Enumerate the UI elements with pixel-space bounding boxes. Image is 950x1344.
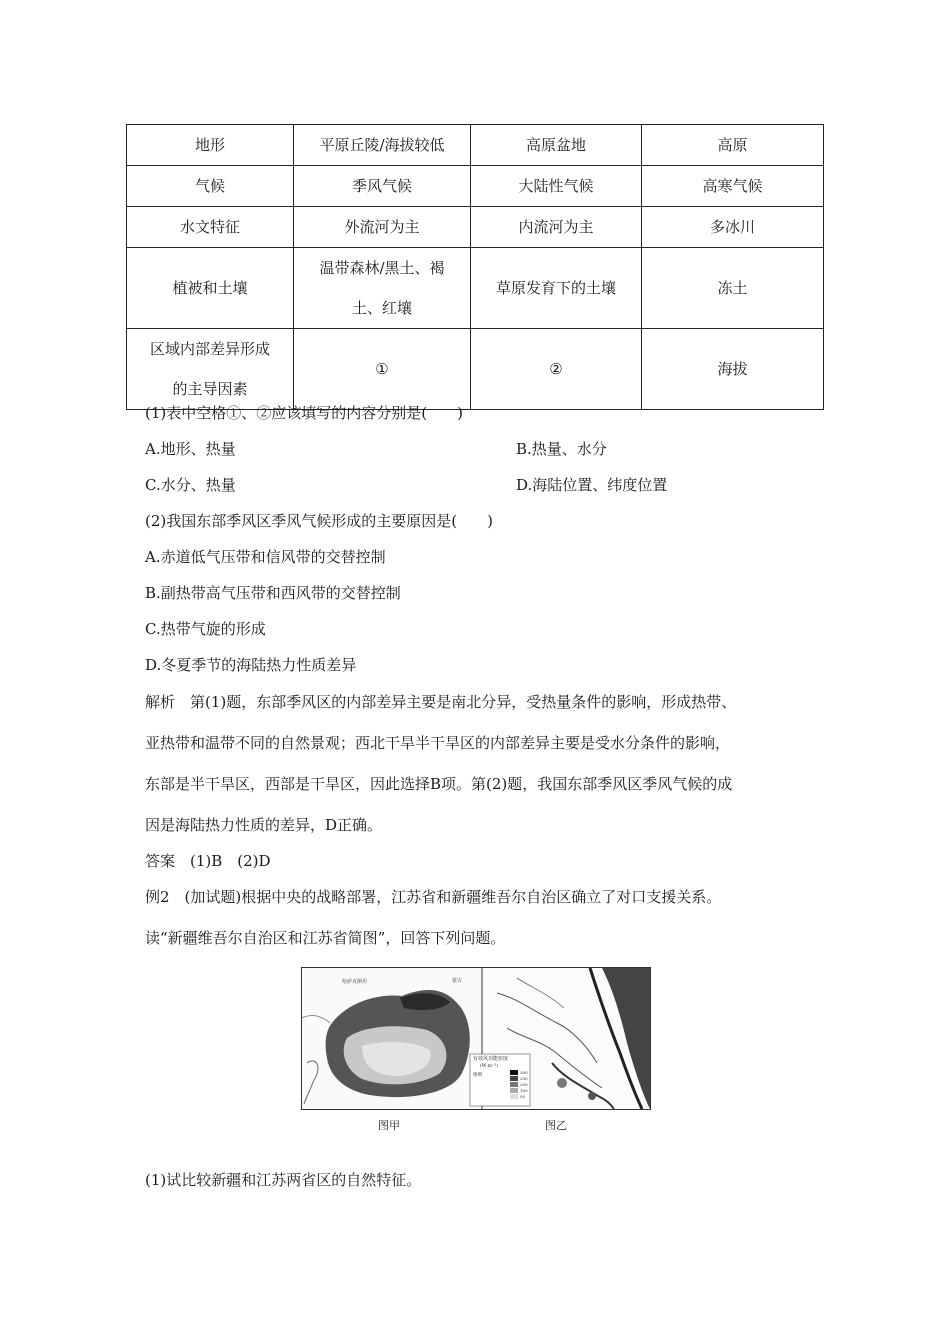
row-label: 气候	[127, 166, 294, 207]
map-label-kazakhstan: 哈萨克斯坦	[342, 979, 368, 985]
legend-value: 50	[520, 1094, 526, 1099]
option-d: D.冬夏季节的海陆热力性质差异	[145, 656, 357, 674]
row-label: 地形	[127, 125, 294, 166]
cell-line: 区域内部差异形成	[149, 340, 270, 358]
analysis-line: 解析 第(1)题，东部季风区的内部差异主要是南北分异，受热量条件的影响，形成热带、	[145, 693, 737, 711]
row-label: 植被和土壤	[127, 248, 294, 329]
table-cell: 季风气候	[294, 166, 471, 207]
map-label-mongolia: 蒙古	[452, 978, 463, 984]
table-cell: ②	[471, 329, 642, 410]
followup-question: (1)试比较新疆和江苏两省区的自然特征。	[145, 1171, 422, 1189]
table-cell: 大陆性气候	[471, 166, 642, 207]
table-row	[127, 207, 824, 248]
table-row	[127, 329, 824, 410]
option-a: A.赤道低气压带和信风带的交替控制	[145, 548, 386, 566]
table-cell	[294, 248, 471, 329]
table-cell: 内流河为主	[471, 207, 642, 248]
legend-value: 100	[520, 1088, 528, 1093]
analysis-line: 亚热带和温带不同的自然景观；西北干旱半干旱区的内部差异主要是受水分条件的影响，	[145, 734, 731, 752]
example-line: 例2 (加试题)根据中央的战略部署，江苏省和新疆维吾尔自治区确立了对口支援关系。	[145, 888, 722, 906]
option-b: B.热量、水分	[516, 440, 607, 458]
table-row	[127, 125, 824, 166]
option-b: B.副热带高气压带和西风带的交替控制	[145, 584, 401, 602]
answer-line: 答案 (1)B (2)D	[145, 852, 271, 870]
analysis-line: 东部是半干旱区，西部是干旱区，因此选择B项。第(2)题，我国东部季风区季风气候的成	[145, 775, 733, 793]
legend-title: 有效风功能密度	[473, 1056, 509, 1062]
analysis-line: 因是海陆热力性质的差异，D正确。	[145, 816, 383, 834]
map-image	[302, 968, 650, 1109]
cell-line: 的主导因素	[172, 380, 248, 398]
row-label: 水文特征	[127, 207, 294, 248]
legend-label: 图例	[473, 1073, 482, 1078]
question-1-stem: (1)表中空格①、②应该填写的内容分别是( )	[145, 404, 463, 422]
table-row	[127, 166, 824, 207]
map-figure	[301, 967, 651, 1110]
table-row	[127, 248, 824, 329]
comparison-table	[126, 124, 824, 410]
option-a: A.地形、热量	[145, 440, 236, 458]
row-label	[127, 329, 294, 410]
legend-value: 250	[520, 1076, 528, 1081]
legend-unit: (W·m⁻²)	[480, 1064, 499, 1069]
table-cell: 多冰川	[642, 207, 824, 248]
question-2-stem: (2)我国东部季风区季风气候形成的主要原因是( )	[145, 512, 493, 530]
legend-value: 300	[520, 1070, 528, 1075]
option-c: C.热带气旋的形成	[145, 620, 266, 638]
table-cell: 高寒气候	[642, 166, 824, 207]
cell-line: 温带森林/黑土、褐	[319, 259, 445, 277]
table-cell: 平原丘陵/海拔较低	[294, 125, 471, 166]
cell-line: 土、红壤	[351, 299, 412, 317]
legend-value: 200	[520, 1082, 528, 1087]
table-cell: 冻土	[642, 248, 824, 329]
table-cell: ①	[294, 329, 471, 410]
example-line: 读“新疆维吾尔自治区和江苏省简图”，回答下列问题。	[145, 929, 506, 947]
table-cell: 高原盆地	[471, 125, 642, 166]
option-c: C.水分、热量	[145, 476, 236, 494]
table-cell: 海拔	[642, 329, 824, 410]
option-d: D.海陆位置、纬度位置	[516, 476, 668, 494]
table-cell: 高原	[642, 125, 824, 166]
table-cell: 草原发育下的土壤	[471, 248, 642, 329]
table-cell: 外流河为主	[294, 207, 471, 248]
caption-right: 图乙	[545, 1119, 567, 1132]
caption-left: 图甲	[378, 1119, 400, 1132]
